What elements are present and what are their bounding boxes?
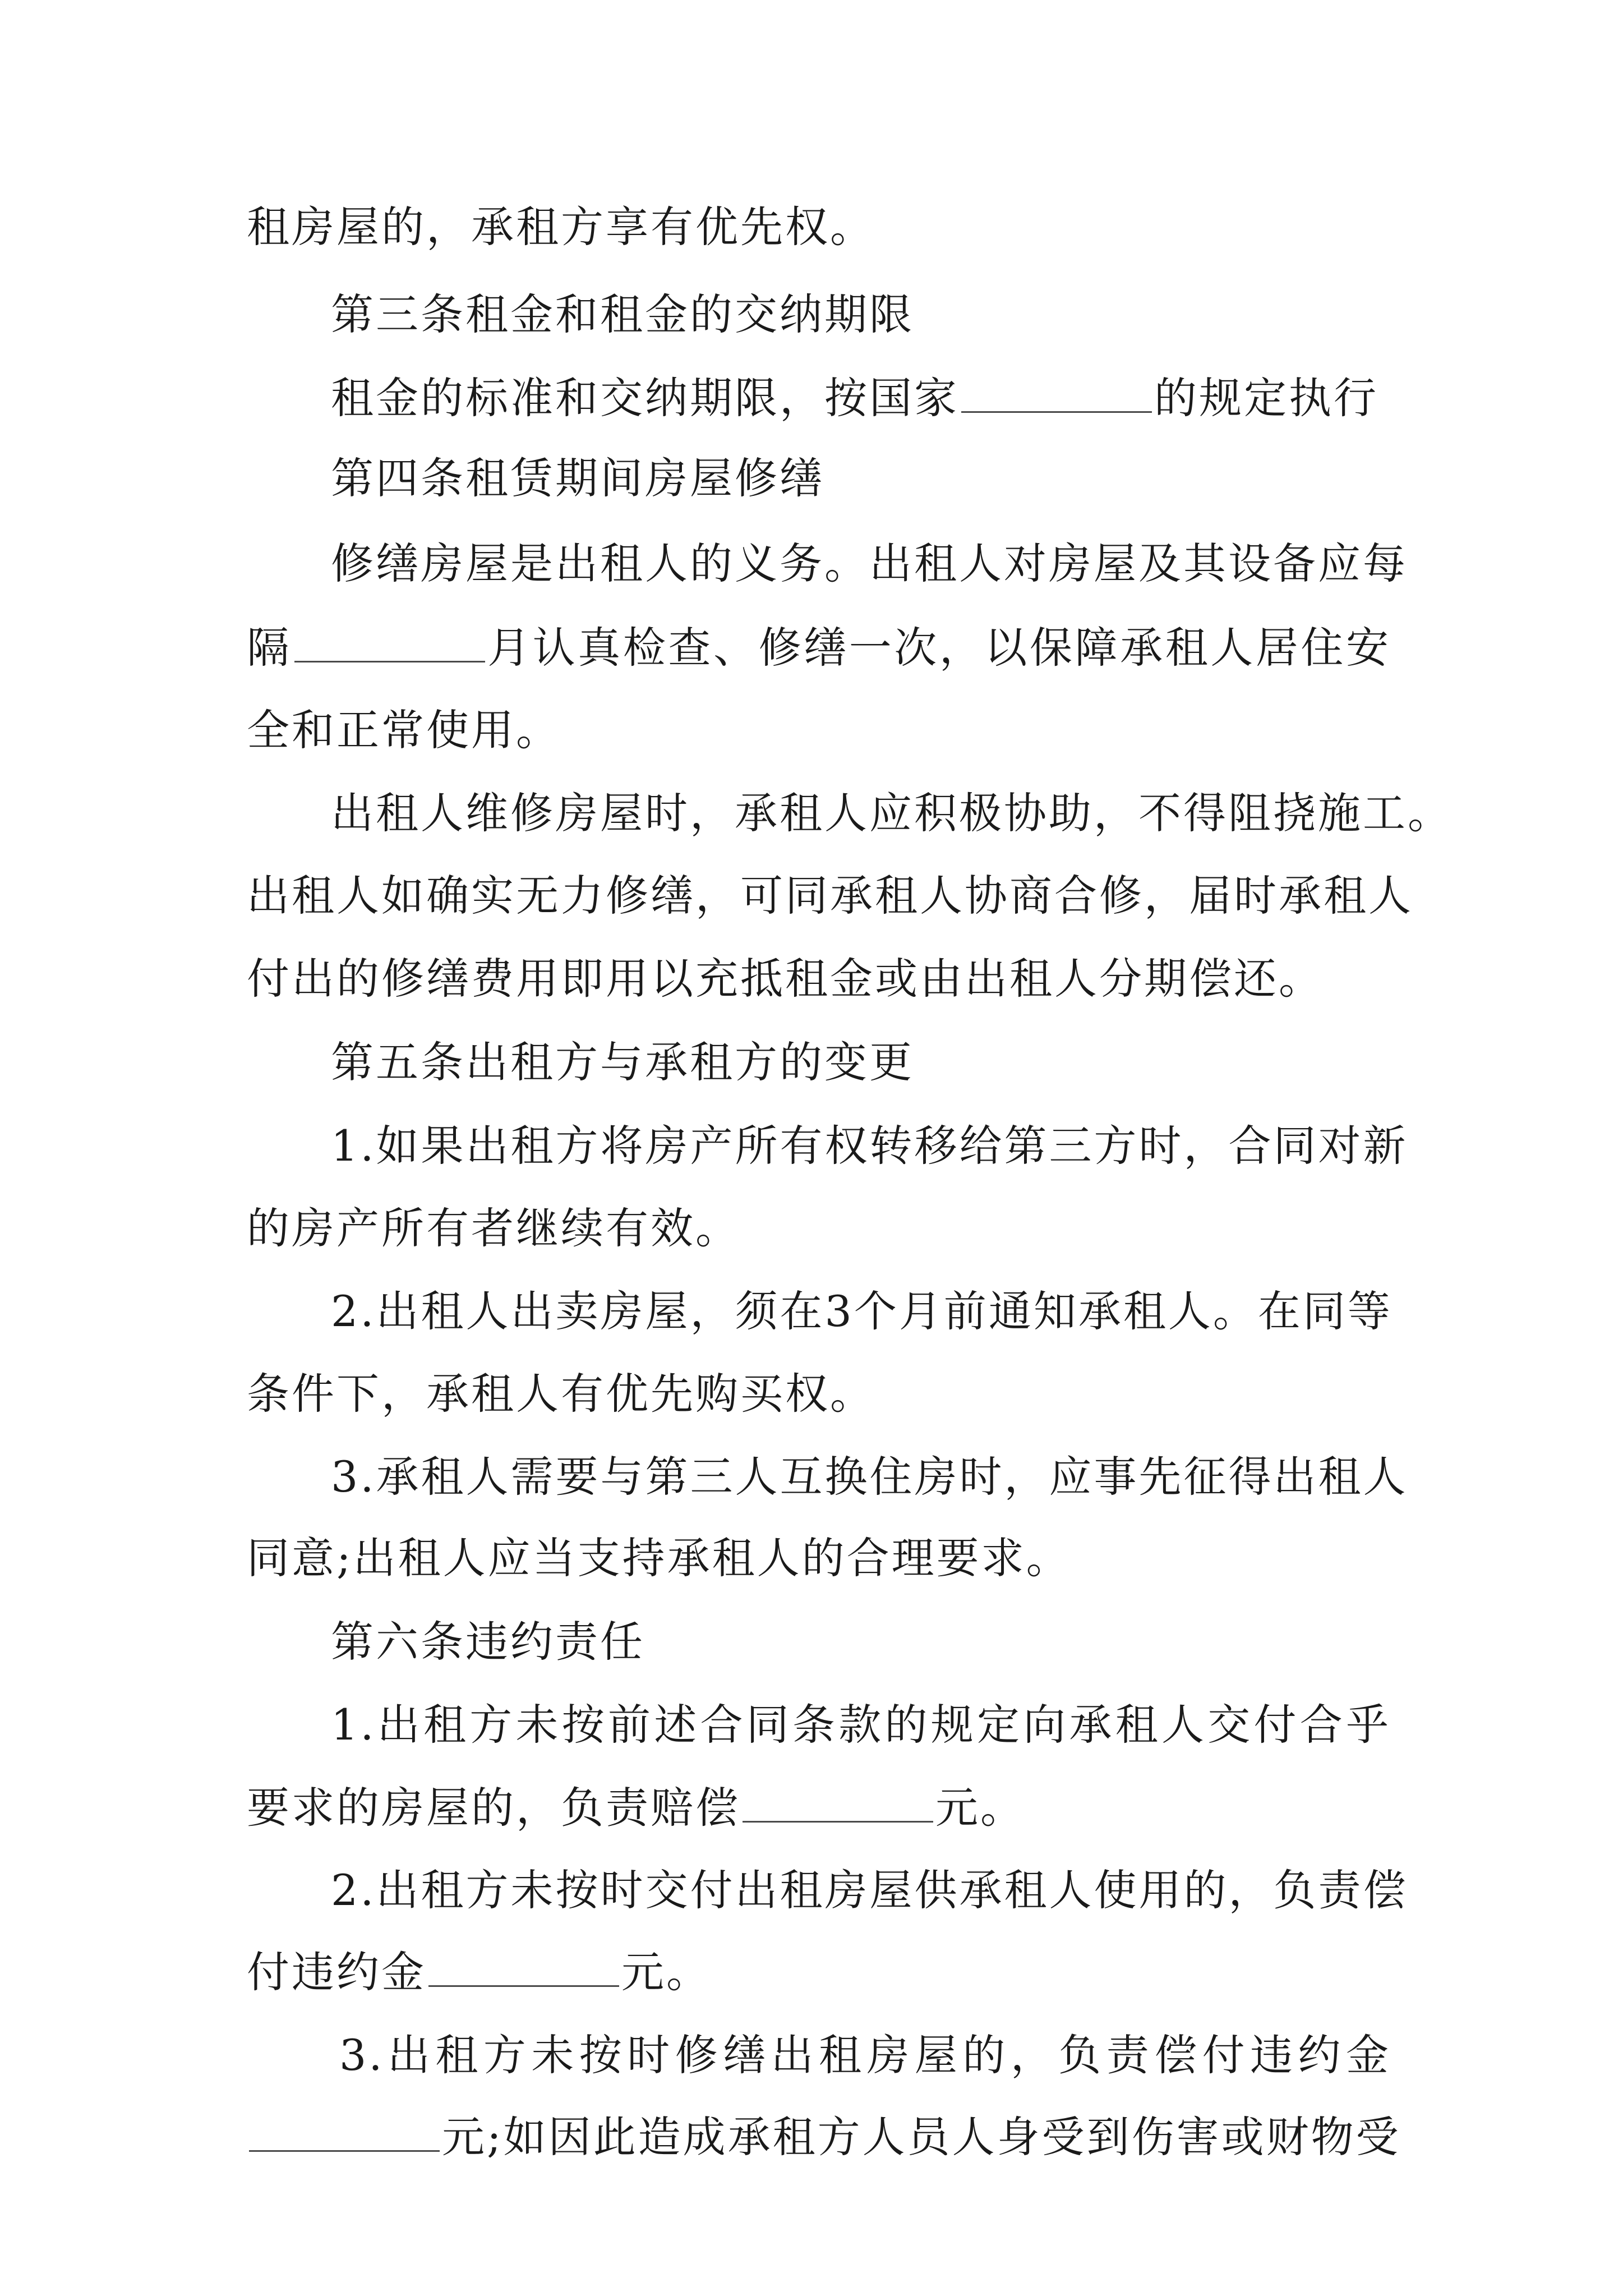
line-text: 付违约金: [247, 1947, 426, 1997]
heading-text: 第四条租赁期间房屋修缮: [331, 453, 824, 503]
line-text: 1.如果出租方将房产所有权转移给第三方时，合同对新: [331, 1121, 1408, 1171]
paragraph-line: [247, 1780, 1391, 1836]
line-text: 租房屋的，承租方享有优先权。: [247, 202, 875, 252]
heading-text: 第六条违约责任: [331, 1617, 645, 1667]
line-text: 元。: [935, 1783, 1025, 1833]
line-text: 2.出租人出卖房屋，须在3个月前通知承租人。在同等: [331, 1286, 1393, 1336]
line-text: 条件下，承租人有优先购买权。: [247, 1369, 875, 1419]
fill-in-blank: [961, 372, 1152, 413]
fill-in-blank: [294, 622, 485, 662]
line-text: 的规定执行: [1154, 373, 1378, 423]
paragraph-line: [247, 1530, 1391, 1586]
paragraph-line: [247, 1200, 1391, 1257]
paragraph-line: [331, 1449, 1408, 1505]
line-text: 全和正常使用。: [247, 705, 561, 755]
fill-in-blank: [743, 1782, 933, 1823]
line-text: 月认真检查、修缮一次，以保障承租人居住安: [487, 623, 1391, 673]
fill-in-blank: [249, 2111, 440, 2152]
paragraph-line: [247, 2109, 1401, 2165]
line-text: 出租人如确实无力修缮，可同承租人协商合修，届时承租人: [247, 871, 1413, 921]
paragraph-line: [247, 620, 1391, 676]
paragraph-line: [247, 868, 1413, 924]
paragraph-line: [331, 1283, 1391, 1340]
paragraph-line: [247, 951, 1391, 1007]
line-text: 要求的房屋的，负责赔偿: [247, 1783, 740, 1833]
line-text: 2.出租方未按时交付出租房屋供承租人使用的，负责偿: [331, 1865, 1408, 1915]
section-heading: [331, 1034, 1391, 1091]
fill-in-blank: [428, 1946, 619, 1987]
paragraph-line: [247, 1366, 1391, 1422]
line-text: 付出的修缮费用即用以充抵租金或由出租人分期偿还。: [247, 954, 1324, 1004]
line-text: 租金的标准和交纳期限，按国家: [331, 373, 959, 423]
line-text: 元;如因此造成承租方人员人身受到伤害或财物受: [442, 2112, 1401, 2162]
line-text: 3.承租人需要与第三人互换住房时，应事先征得出租人: [331, 1452, 1408, 1502]
line-text: 同意;出租人应当支持承租人的合理要求。: [247, 1533, 1071, 1583]
paragraph-line: [331, 370, 1391, 426]
heading-text: 第五条出租方与承租方的变更: [331, 1037, 914, 1087]
line-text: 隔: [247, 623, 292, 673]
line-text: 出租人维修房屋时，承租人应积极协助，不得阻挠施工。: [331, 788, 1453, 838]
paragraph-line: [339, 2027, 1391, 2083]
paragraph-line: [247, 1944, 1391, 2000]
paragraph-line: [331, 1118, 1408, 1174]
heading-text: 第三条租金和租金的交纳期限: [331, 289, 914, 339]
section-heading: [331, 1614, 1391, 1670]
paragraph-line: [247, 702, 1391, 758]
line-text: 3.出租方未按时修缮出租房屋的，负责偿付违约金: [339, 2030, 1391, 2080]
line-text: 修缮房屋是出租人的义务。出租人对房屋及其设备应每: [331, 539, 1408, 588]
line-text: 1.出租方未按前述合同条款的规定向承租人交付合乎: [331, 1700, 1391, 1750]
paragraph-line: [331, 1862, 1408, 1918]
paragraph-line: [331, 1697, 1391, 1753]
section-heading: [331, 287, 1391, 343]
paragraph-line: [247, 199, 1391, 255]
line-text: 的房产所有者继续有效。: [247, 1203, 740, 1253]
paragraph-line: [331, 785, 1453, 841]
paragraph-line: [331, 536, 1408, 592]
line-text: 元。: [621, 1947, 711, 1997]
section-heading: [331, 450, 1391, 507]
